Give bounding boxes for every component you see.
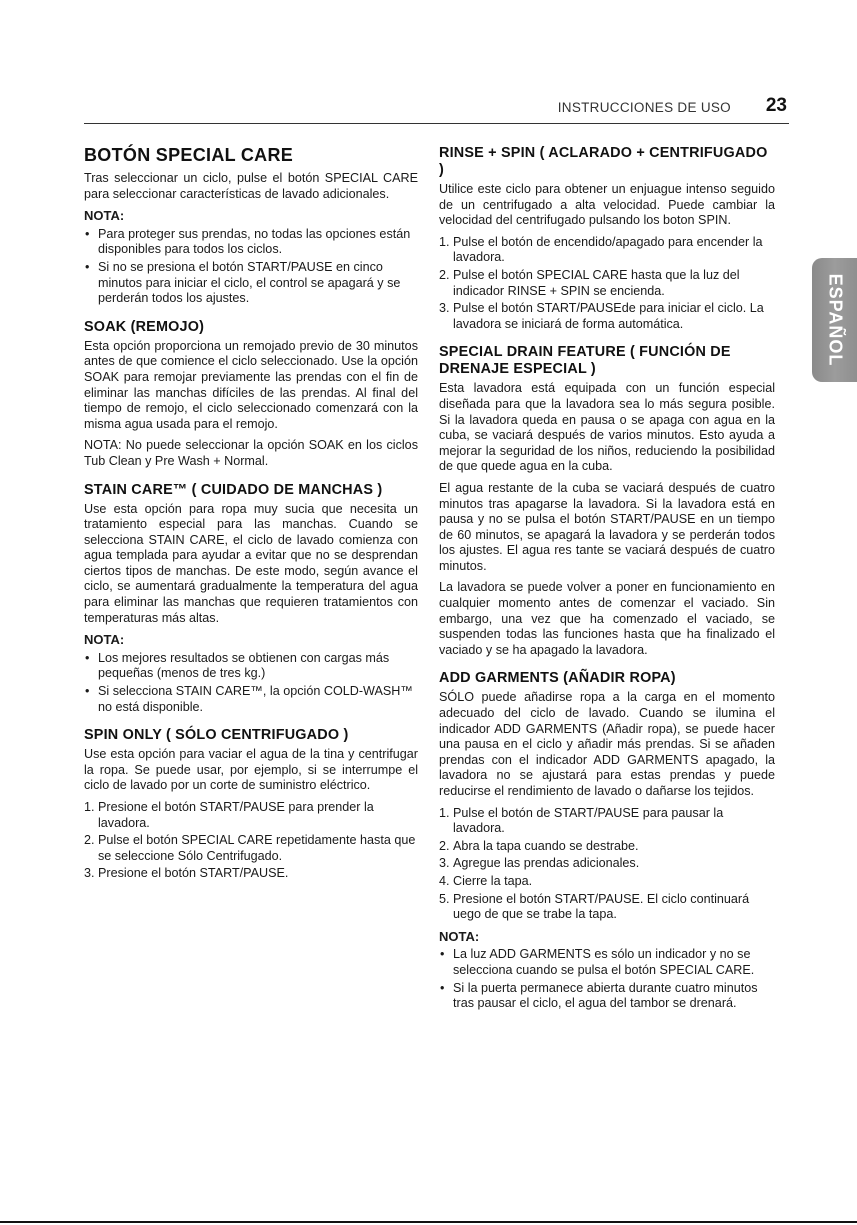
step-item <box>84 833 418 864</box>
rinse-spin-section <box>439 145 775 332</box>
special-drain-p1: Esta lavadora está equipada con un función especial diseñada para que la lavadora sea lo más segura posible. Si la lavadora queda en pausa o se apaga con agua en la cuba, se vaciará después de varios minutos. Esto ayuda a mejorar la seguridad de los niños, reduciendo la posibilidad de que quede agua en la cuba. <box>439 381 775 474</box>
special-drain-p3: La lavadora se puede volver a poner en funcionamiento en cualquier momento antes de comenzar el vaciado. Sin embargo, una vez que ha comenzado el vaciado, se suspenden todas las funciones hasta que ha finalizado el vaciado y se ha apagado la lavadora. <box>439 580 775 657</box>
special-care-note-label: NOTA: <box>84 208 125 224</box>
step-number: 1. <box>84 800 95 814</box>
add-garments-body: SÓLO puede añadirse ropa a la carga en el momento adecuado del ciclo de lavado. Cuando se ilumina el indicador ADD GARMENTS (Añadir ropa), se puede hacer una pausa en el ciclo y añadir más prendas. Si se añaden prendas con el indicador ADD GARMENTS apagado, la lavadora no se ajustará para estas prendas y puede reducirse el rendimiento de lavado o dañarse los tejidos. <box>439 690 775 798</box>
special-care-notes <box>84 227 418 307</box>
special-care-title: BOTÓN SPECIAL CARE <box>84 145 294 165</box>
note-item: • Los mejores resultados se obtienen con cargas más pequeñas (menos de tres kg.) <box>84 651 418 682</box>
add-garments-title: ADD GARMENTS (AÑADIR ROPA) <box>439 670 676 687</box>
step-text: Pulse el botón SPECIAL CARE hasta que la luz del indicador RINSE + SPIN se encienda. <box>453 267 740 298</box>
step-number: 3. <box>84 866 95 881</box>
spin-only-section <box>84 727 418 882</box>
step-item <box>439 839 775 855</box>
soak-note: NOTA: No puede seleccionar la opción SOAK en los ciclos Tub Clean y Pre Wash + Normal. <box>84 438 418 468</box>
add-garments-note-label: NOTA: <box>439 928 480 944</box>
stain-care-notes <box>84 651 418 715</box>
step-item <box>439 301 775 332</box>
step-text: Presione el botón START/PAUSE. El ciclo continuará uego de que se trabe la tapa. <box>453 891 750 922</box>
step-text: Pulse el botón de START/PAUSE para pausar la lavadora. <box>453 805 724 836</box>
step-number: 3. <box>439 856 450 871</box>
page-number: 23 <box>765 95 787 116</box>
rinse-spin-body: Utilice este ciclo para obtener un enjuague intenso seguido de un centrifugado a alta velocidad. Puede cambiar la velocidad del centrifugado pulsando los boton SPIN. <box>439 182 775 228</box>
rinse-spin-title: RINSE + SPIN ( ACLARADO + CENTRIFUGADO ) <box>439 145 768 178</box>
step-text: Presione el botón START/PAUSE. <box>98 866 289 881</box>
right-column <box>439 145 775 1024</box>
step-number: 1. <box>439 805 450 820</box>
step-number: 1. <box>439 234 450 249</box>
step-number: 5. <box>439 891 450 906</box>
step-text: Pulse el botón SPECIAL CARE repetidamente hasta que se seleccione Sólo Centrifugado. <box>98 833 416 863</box>
step-item <box>439 892 775 923</box>
step-item <box>439 268 775 299</box>
bottom-rule <box>0 1221 857 1223</box>
step-item <box>439 856 775 872</box>
stain-care-section <box>84 482 418 716</box>
spin-only-title: SPIN ONLY ( SÓLO CENTRIFUGADO ) <box>84 727 349 744</box>
step-number: 3. <box>439 301 450 316</box>
add-garments-notes <box>439 947 775 1011</box>
step-number: 2. <box>84 833 95 848</box>
special-care-section <box>84 145 418 307</box>
step-text: Cierre la tapa. <box>453 873 533 888</box>
page-header <box>84 96 789 124</box>
step-text: Agregue las prendas adicionales. <box>453 856 640 871</box>
step-number: 4. <box>439 873 450 888</box>
spin-only-body: Use esta opción para vaciar el agua de la tina y centrifugar la ropa. Se puede usar, por ejemplo, si se interrumpe el ciclo de lavado por un corte de suministro eléctrico. <box>84 747 418 793</box>
soak-section <box>84 319 418 470</box>
add-garments-section <box>439 670 775 1011</box>
note-item: • Si no se presiona el botón START/PAUSE en cinco minutos para iniciar el ciclo, el control se apagará y se perderán todos los ajustes. <box>84 260 418 307</box>
language-tab-label: ESPAÑOL <box>825 273 846 367</box>
step-item <box>84 800 418 831</box>
add-garments-steps <box>439 806 775 923</box>
step-text: Pulse el botón START/PAUSEde para iniciar el ciclo. La lavadora se iniciará de forma automática. <box>453 301 764 331</box>
step-item <box>439 874 775 890</box>
step-item <box>84 866 418 882</box>
soak-body: Esta opción proporciona un remojado previo de 30 minutos antes de que comience el ciclo seleccionado. Use la opción SOAK para remojar previamente las prendas con el fin de eliminar las manchas difíciles de las prendas. Al final del tiempo de remojo, el ciclo seleccionado comenzará con la misma agua usada para el remojo. <box>84 338 418 431</box>
language-tab <box>812 258 857 382</box>
rinse-spin-steps <box>439 235 775 333</box>
special-drain-section <box>439 344 775 658</box>
special-care-intro: Tras seleccionar un ciclo, pulse el botón SPECIAL CARE para seleccionar características de lavado adicionales. <box>84 171 418 201</box>
note-item: • Si selecciona STAIN CARE™, la opción COLD-WASH™ no está disponible. <box>84 684 418 715</box>
stain-care-note-label: NOTA: <box>84 632 125 648</box>
stain-care-body: Use esta opción para ropa muy sucia que necesita un tratamiento especial para las manchas. Cuando se selecciona STAIN CARE, el ciclo de lavado comienza con agua templada para ayudar a evitar que no se desprendan ciertos tipos de manchas. De este modo, según avance el ciclo, se aumentará gradualmente la temperatura del agua para eliminar las manchas que requieren tratamientos con temperaturas más altas. <box>84 501 418 625</box>
header-title: INSTRUCCIONES DE USO <box>557 100 731 115</box>
left-column <box>84 145 418 894</box>
stain-care-title: STAIN CARE™ ( CUIDADO DE MANCHAS ) <box>84 481 383 498</box>
step-item <box>439 235 775 266</box>
note-item: • Para proteger sus prendas, no todas las opciones están disponibles para todos los ciclos. <box>84 227 418 258</box>
step-item <box>439 806 775 837</box>
note-item: • La luz ADD GARMENTS es sólo un indicador y no se selecciona cuando se pulsa el botón SPECIAL CARE. <box>439 947 775 978</box>
step-number: 2. <box>439 838 450 853</box>
spin-only-steps <box>84 800 418 882</box>
step-text: Pulse el botón de encendido/apagado para encender la lavadora. <box>453 234 763 265</box>
special-drain-p2: El agua restante de la cuba se vaciará después de cuatro minutos tras apagarse la lavadora. Si la lavadora está en pausa y no se pulsa el botón START/PAUSE en un tiempo de 60 minutos, se apagará la lavadora y se perderán todos los ajustes. El agua res tante se vaciará después de cuatro minutos. <box>439 480 775 573</box>
step-number: 2. <box>439 267 450 282</box>
note-item: • Si la puerta permanece abierta durante cuatro minutos tras pausar el ciclo, el agua del tambor se drenará. <box>439 981 775 1012</box>
soak-title: SOAK (REMOJO) <box>84 318 205 335</box>
special-drain-title: SPECIAL DRAIN FEATURE ( FUNCIÓN DE DRENAJE ESPECIAL ) <box>439 344 731 378</box>
step-text: Abra la tapa cuando se destrabe. <box>453 838 639 853</box>
step-text: Presione el botón START/PAUSE para prender la lavadora. <box>98 800 374 830</box>
